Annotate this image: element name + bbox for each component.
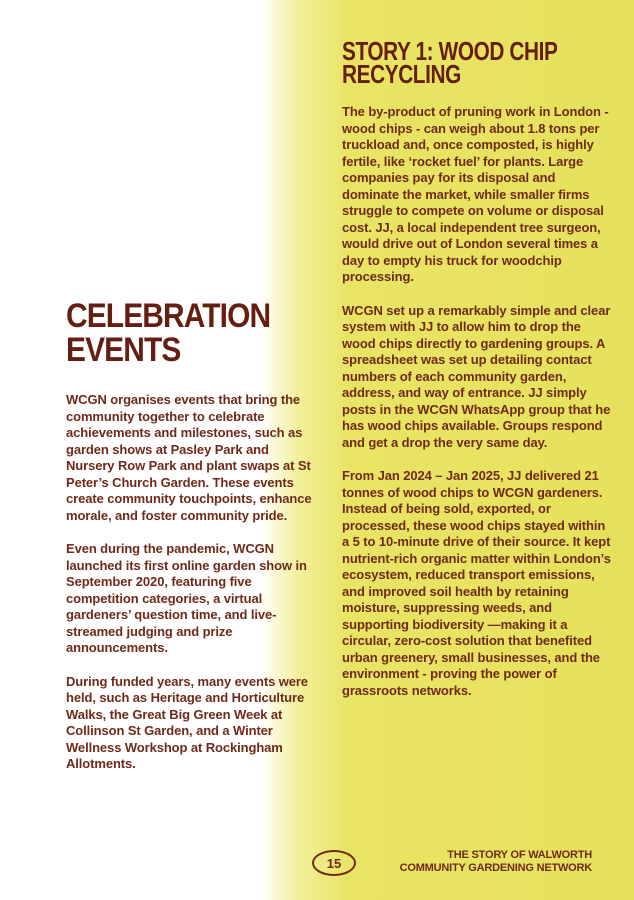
- page-number: 15: [326, 855, 342, 871]
- heading-line: CELEBRATION: [66, 297, 271, 335]
- story-paragraph: From Jan 2024 – Jan 2025, JJ delivered 21 tonnes of wood chips to WCGN gardeners. Instead of being sold, exported, or processed, these wood chips stayed within a 5 to 10-minute drive of their source. It kept nutrient-rich organic matter within London’s ecosystem, reduced transport emissions, and improved soil health by retaining moisture, suppressing weeds, and supporting biodiversity —making it a circular, zero-cost solution that benefited urban greenery, small businesses, and the environment - proving the power of grassroots networks.: [342, 468, 611, 698]
- right-column-body: [342, 104, 614, 699]
- heading-line: RECYCLING: [342, 59, 461, 89]
- left-paragraph: WCGN organises events that bring the community together to celebrate achievements and milestones, such as garden shows at Pasley Park and Nursery Row Park and plant swaps at St Peter’s Church Garden. These events create community touchpoints, enhance morale, and foster community pride.: [66, 392, 312, 523]
- story-paragraph: The by-product of pruning work in London - wood chips - can weigh about 1.8 tons per truckload and, once composted, is highly fertile, like ‘rocket fuel’ for plants. Large companies pay for its disposal and dominate the market, while smaller firms struggle to compete on volume or disposal cost. JJ, a local independent tree surgeon, would drive out of London several times a day to empty his truck for woodchip processing.: [342, 104, 609, 284]
- footer-publication-title: [400, 849, 592, 874]
- footer-line: COMMUNITY GARDENING NETWORK: [399, 861, 592, 874]
- left-column: [66, 299, 318, 773]
- left-paragraph: During funded years, many events were held, such as Heritage and Horticulture Walks, the Great Big Green Week at Collinson St Garden, and a Winter Wellness Workshop at Rockingham Allotments.: [66, 673, 308, 771]
- footer-line: THE STORY OF WALWORTH: [447, 849, 592, 861]
- celebration-events-heading: [66, 299, 288, 367]
- story-paragraph: WCGN set up a remarkably simple and clear system with JJ to allow him to drop the wood chips directly to gardening groups. A spreadsheet was set up detailing contact numbers of each community garden, address, and way of entrance. JJ simply posts in the WCGN WhatsApp group that he has wood chips available. Groups respond and get a drop the very same day.: [342, 302, 611, 450]
- left-paragraph: Even during the pandemic, WCGN launched its first online garden show in September 2020, featuring five competition categories, a virtual gardeners’ question time, and live-streamed judging and prize announcements.: [66, 541, 307, 655]
- left-column-body: [66, 392, 318, 773]
- page-number-badge: [312, 850, 356, 876]
- right-column: [342, 36, 614, 699]
- heading-line: STORY 1: WOOD CHIP: [342, 36, 558, 66]
- heading-line: EVENTS: [66, 331, 181, 369]
- story-1-heading: [342, 36, 560, 89]
